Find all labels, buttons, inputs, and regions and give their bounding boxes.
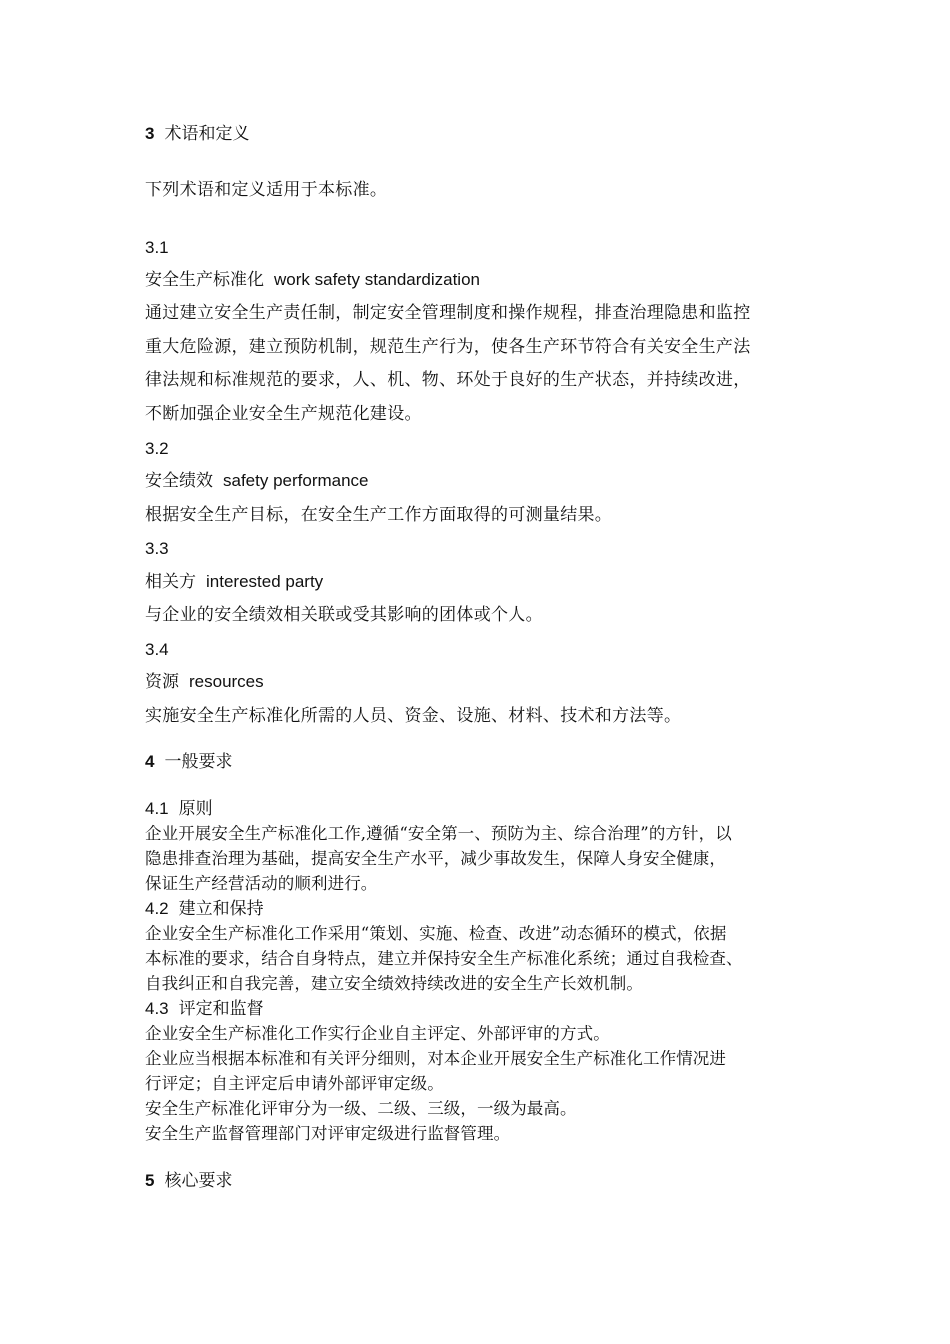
section-5-heading [145,1170,232,1192]
term-cn: 相关方 [145,572,196,592]
paragraph-line: 行评定；自主评定后申请外部评审定级。 [145,1074,444,1093]
definition-line: 重大危险源，建立预防机制，规范生产行为，使各生产环节符合有关安全生产法 [145,337,751,357]
paragraph-line: 企业开展安全生产标准化工作,遵循“安全第一、预防为主、综合治理”的方针，以 [145,824,732,843]
paragraph-line: 企业安全生产标准化工作实行企业自主评定、外部评审的方式。 [145,1024,610,1043]
subsection-title: 建立和保持 [178,899,264,919]
term-cn: 安全生产标准化 [145,270,264,290]
definition-line: 通过建立安全生产责任制，制定安全管理制度和操作规程，排查治理隐患和监控 [145,303,751,323]
paragraph-line: 企业应当根据本标准和有关评分细则，对本企业开展安全生产标准化工作情况进 [145,1049,726,1068]
paragraph-line: 安全生产监督管理部门对评审定级进行监督管理。 [145,1124,511,1143]
term-en: resources [189,672,264,691]
paragraph-line: 自我纠正和自我完善，建立安全绩效持续改进的安全生产长效机制。 [145,974,643,993]
subsection-number: 4.2 [145,899,169,918]
term-heading [145,671,264,693]
section-title: 一般要求 [164,752,233,772]
subsection-heading [145,898,264,920]
subsection-title: 原则 [178,799,213,819]
section-title: 术语和定义 [164,124,250,144]
definition-line: 不断加强企业安全生产规范化建设。 [145,404,422,424]
term-cn: 资源 [145,672,179,692]
definition-line: 根据安全生产目标，在安全生产工作方面取得的可测量结果。 [145,505,613,525]
term-heading [145,571,323,593]
subsection-number: 4.3 [145,999,169,1018]
subsection-title: 评定和监督 [178,999,264,1019]
definition-line: 实施安全生产标准化所需的人员、资金、设施、材料、技术和方法等。 [145,706,682,726]
definition-line: 与企业的安全绩效相关联或受其影响的团体或个人。 [145,605,543,625]
paragraph-line: 安全生产标准化评审分为一级、二级、三级，一级为最高。 [145,1099,577,1118]
term-en: interested party [206,572,324,591]
term-cn: 安全绩效 [145,471,213,491]
term-en: safety performance [223,471,369,490]
section-4-heading [145,751,232,773]
definition-line: 律法规和标准规范的要求，人、机、物、环处于良好的生产状态，并持续改进， [145,370,751,390]
term-number: 3.2 [145,439,169,458]
term-number: 3.4 [145,640,169,659]
section-3-heading [145,123,249,145]
subsection-heading [145,998,264,1020]
term-heading [145,470,369,492]
paragraph-line: 保证生产经营活动的顺利进行。 [145,874,378,893]
term-en: work safety standardization [274,270,480,289]
section-3-intro: 下列术语和定义适用于本标准。 [145,180,388,200]
paragraph-line: 本标准的要求，结合自身特点，建立并保持安全生产标准化系统；通过自我检查、 [145,949,743,968]
subsection-heading [145,798,213,820]
term-number: 3.3 [145,539,169,558]
paragraph-line: 企业安全生产标准化工作采用“策划、实施、检查、改进”动态循环的模式，依据 [145,924,727,943]
term-number: 3.1 [145,238,169,257]
section-number: 5 [145,1171,155,1190]
paragraph-line: 隐患排查治理为基础，提高安全生产水平，减少事故发生，保障人身安全健康， [145,849,726,868]
term-heading [145,269,480,291]
section-title: 核心要求 [164,1171,233,1191]
section-number: 4 [145,752,155,771]
subsection-number: 4.1 [145,799,169,818]
section-number: 3 [145,124,155,143]
